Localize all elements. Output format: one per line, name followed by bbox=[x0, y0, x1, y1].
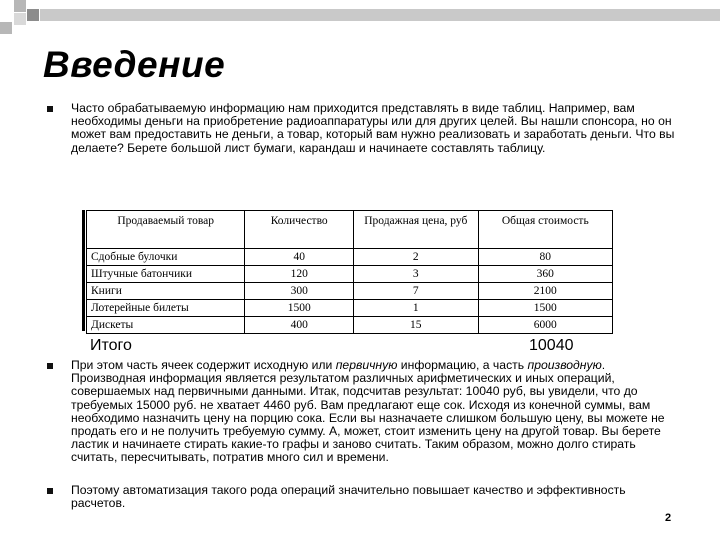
table-header-row bbox=[87, 211, 613, 249]
total-label: Итого bbox=[90, 337, 132, 354]
slide-title: Введение bbox=[43, 44, 226, 85]
top-bar bbox=[40, 9, 720, 21]
table-cell: 7 bbox=[354, 283, 479, 300]
table-cell: Штучные батончики bbox=[87, 266, 245, 283]
intro-paragraph: Часто обрабатываемую информацию нам приходится представлять в виде таблиц. Например, вам необходимы деньги на приобретение радиоаппаратуры или для других целей. Вы нашли спонсора, но он может вам предоставить не деньги, а товар, который вам нужно реализовать и заработать деньги. Что вы делаете? Берете большой лист бумаги, карандаш и начинаете составлять таблицу. bbox=[71, 101, 675, 155]
sales-table-frame bbox=[82, 210, 613, 331]
table-cell: Книги bbox=[87, 283, 245, 300]
table-cell: 6000 bbox=[478, 317, 612, 334]
table-cell: 3 bbox=[354, 266, 479, 283]
column-header: Количество bbox=[245, 211, 354, 249]
table-cell: Лотерейные билеты bbox=[87, 300, 245, 317]
conclusion-paragraph: Поэтому автоматизация такого рода операций значительно повышает качество и эффективность расчетов. bbox=[71, 483, 626, 511]
table-row bbox=[87, 317, 613, 334]
paragraph-text: информацию, а часть bbox=[397, 358, 528, 372]
bullet-marker bbox=[47, 363, 53, 369]
table-row bbox=[87, 249, 613, 266]
table-row bbox=[87, 283, 613, 300]
table-cell: 15 bbox=[354, 317, 479, 334]
deco-square bbox=[14, 13, 26, 25]
table-cell: 400 bbox=[245, 317, 354, 334]
table-cell: 360 bbox=[478, 266, 612, 283]
deco-square bbox=[0, 22, 12, 34]
derived-info-paragraph bbox=[71, 359, 679, 465]
table-cell: 2100 bbox=[478, 283, 612, 300]
table-cell: 300 bbox=[245, 283, 354, 300]
table-cell: 1 bbox=[354, 300, 479, 317]
table-cell: 40 bbox=[245, 249, 354, 266]
table-cell: Сдобные булочки bbox=[87, 249, 245, 266]
column-header: Продаваемый товар bbox=[87, 211, 245, 249]
table-cell: 80 bbox=[478, 249, 612, 266]
table-row bbox=[87, 300, 613, 317]
slide-decoration bbox=[0, 0, 720, 40]
table-row bbox=[87, 266, 613, 283]
table-cell: 2 bbox=[354, 249, 479, 266]
emphasis-derived: производную bbox=[527, 358, 602, 372]
paragraph-text: . Производная информация является результатом различных арифметических и иных операций, совершаемых над первичными данными. Итак, подсчитав результат: 10040 руб, вы увидели, что до требуемых 15000 руб. не хватает 4460 руб. Вам предлагают еще сок. Исходя из конечной суммы, вам необходимо назначить цену на порцию сока. Если вы назначаете слишком большую цену, вы можете не продать его и не получить требуемую сумму. А, может, стоит изменить цену на другой товар. Вы берете ластик и начинаете стирать какие-то графы и заново считать. Таким образом, можно долго стирать считать, пересчитывать, потратив много сил и времени. bbox=[71, 358, 665, 465]
table-cell: Дискеты bbox=[87, 317, 245, 334]
table-cell: 1500 bbox=[478, 300, 612, 317]
deco-square bbox=[27, 9, 39, 21]
column-header: Продажная цена, руб bbox=[354, 211, 479, 249]
deco-square bbox=[14, 0, 26, 12]
bullet-marker bbox=[47, 488, 53, 494]
page-number: 2 bbox=[665, 512, 672, 524]
total-value: 10040 bbox=[529, 337, 574, 354]
table-cell: 120 bbox=[245, 266, 354, 283]
sales-table bbox=[86, 210, 613, 334]
paragraph-text: При этом часть ячеек содержит исходную или bbox=[71, 358, 336, 372]
bullet-marker bbox=[47, 106, 53, 112]
column-header: Общая стоимость bbox=[478, 211, 612, 249]
table-cell: 1500 bbox=[245, 300, 354, 317]
emphasis-primary: первичную bbox=[335, 358, 398, 372]
